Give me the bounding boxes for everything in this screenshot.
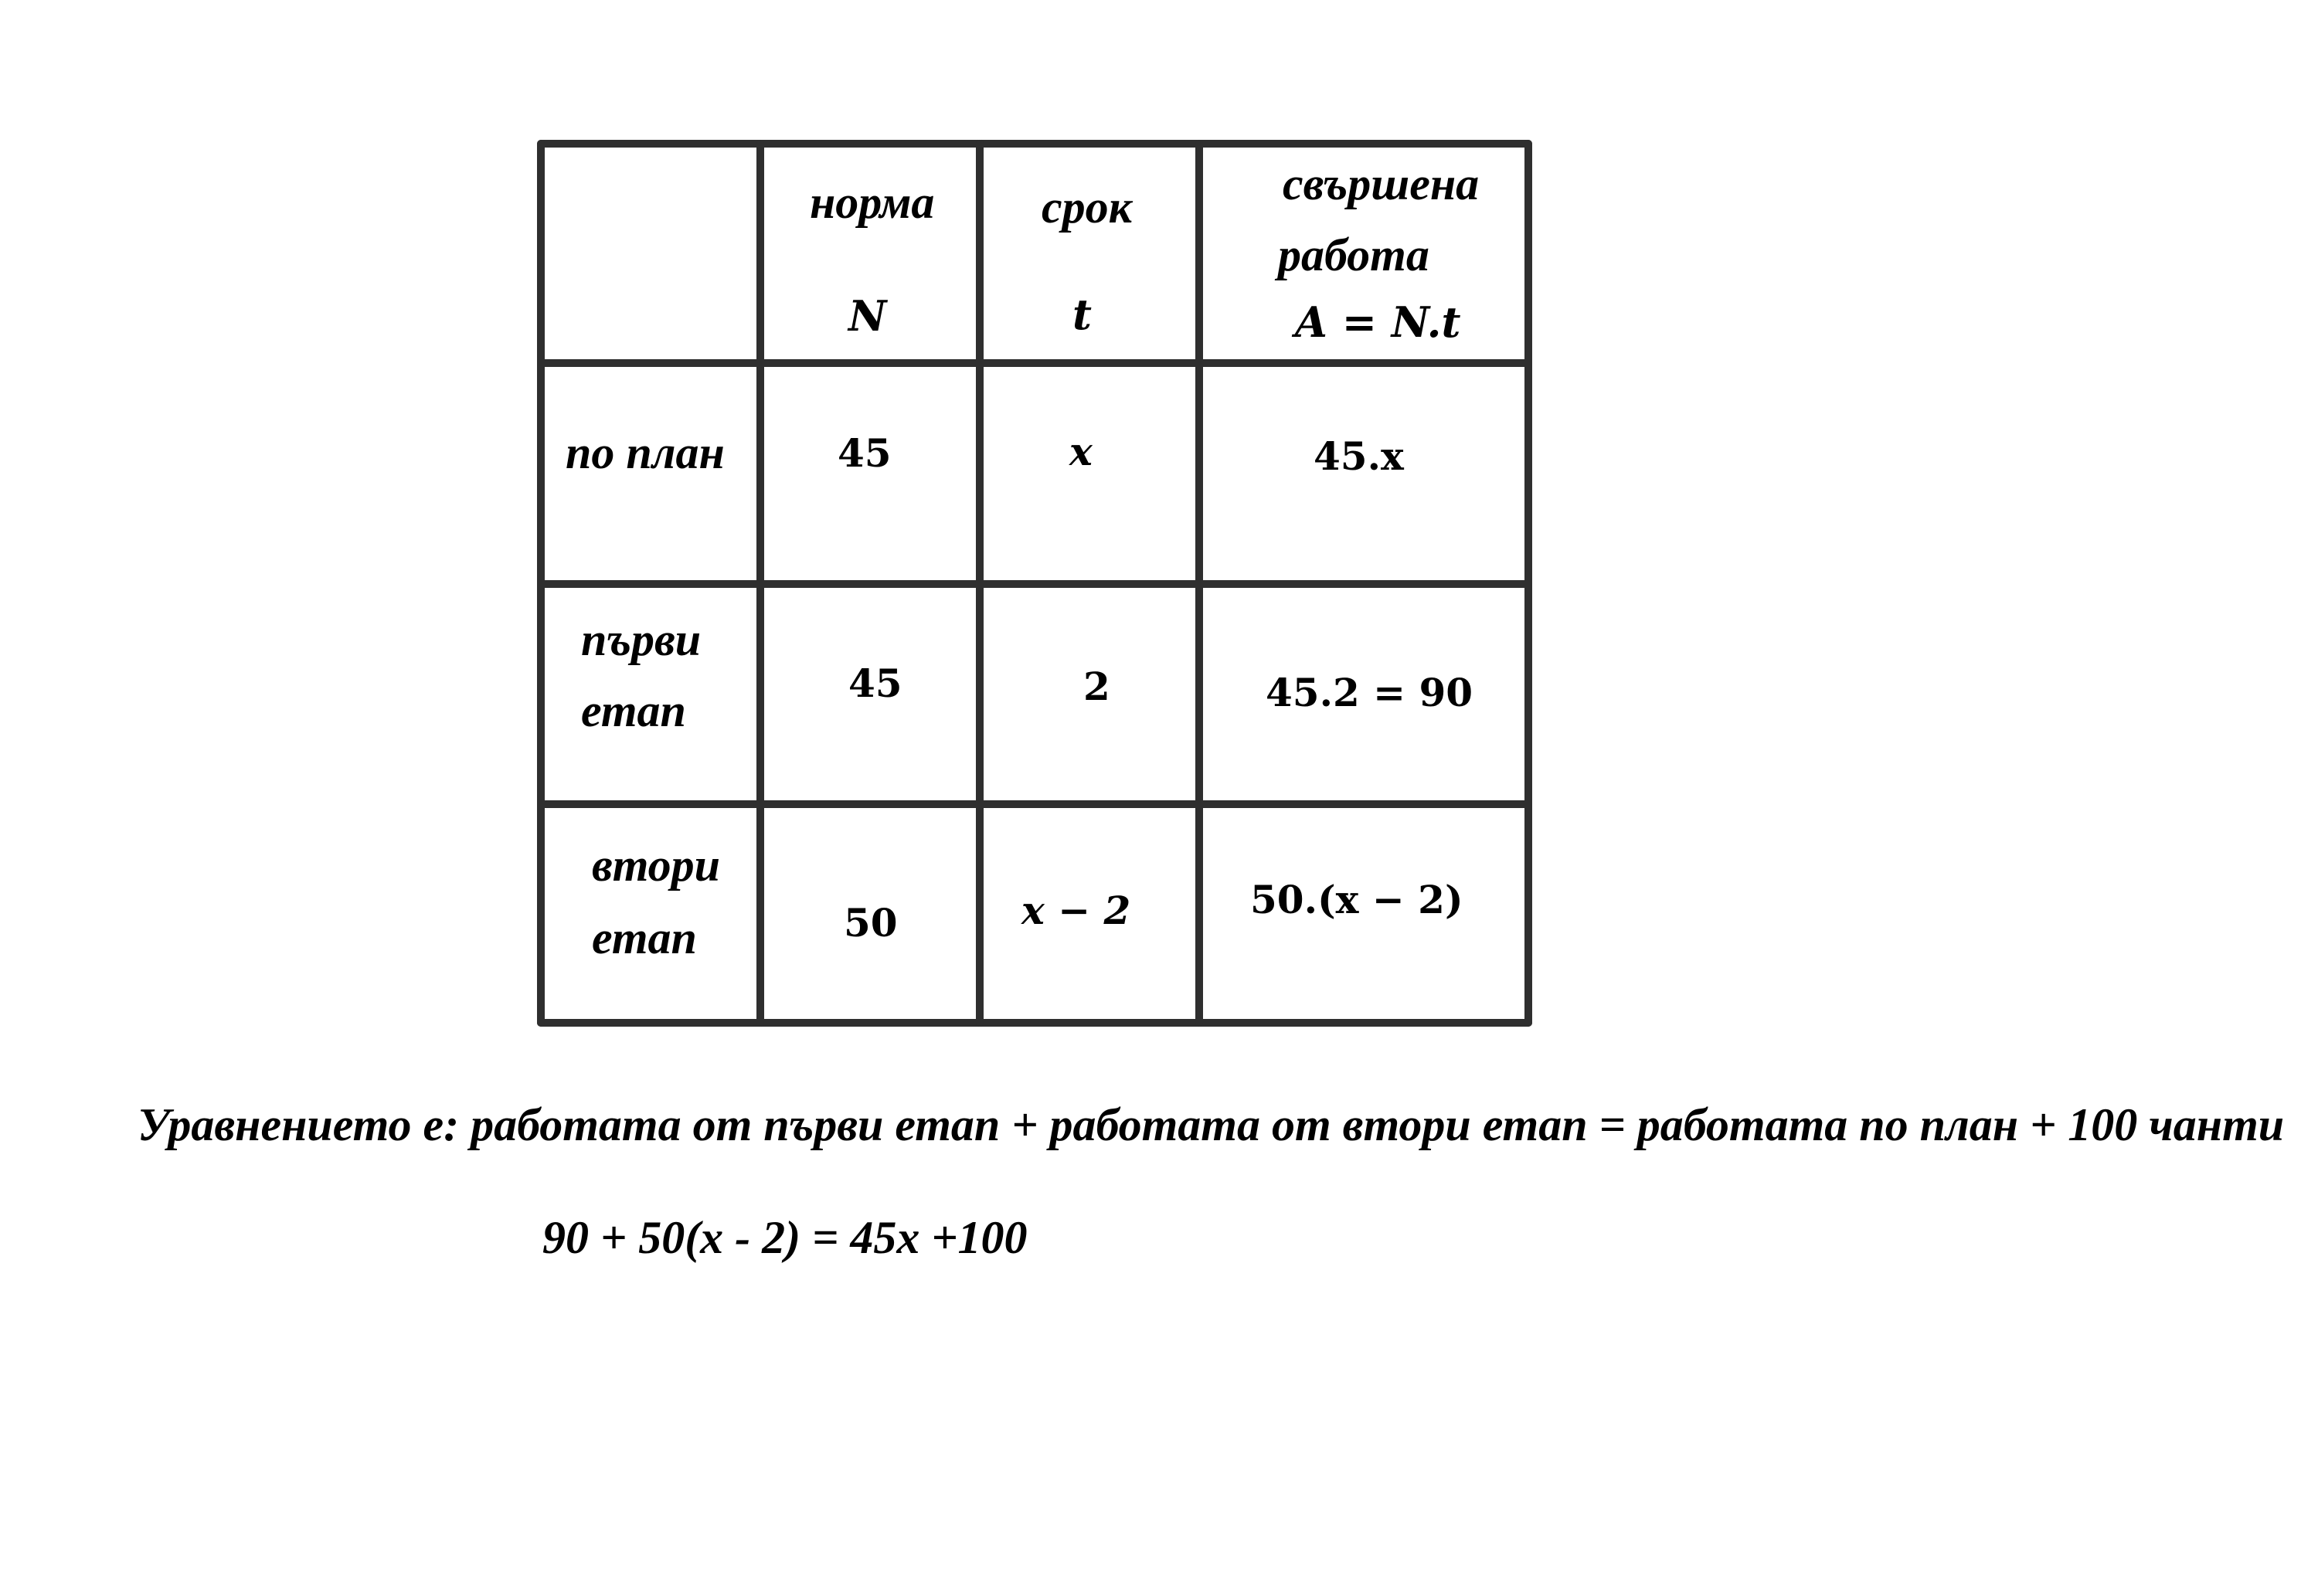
row-label-stage1-line1: първи bbox=[581, 614, 702, 665]
header-term-symbol: t bbox=[1072, 290, 1092, 339]
equation-formula: 90 + 50(x - 2) = 45x +100 bbox=[542, 1212, 1028, 1263]
row-label-plan: по план bbox=[566, 427, 725, 478]
cell-stage2-term: x − 2 bbox=[1021, 888, 1131, 933]
cell-stage1-term: 2 bbox=[1083, 664, 1110, 709]
cell-plan-norm: 45 bbox=[838, 430, 892, 476]
cell-stage2-norm: 50 bbox=[844, 900, 898, 946]
header-term-label: срок bbox=[1042, 182, 1133, 233]
row-label-stage2-line1: втори bbox=[592, 840, 721, 891]
header-norm-symbol: N bbox=[848, 291, 887, 341]
cell-stage2-work: 50.(x − 2) bbox=[1250, 877, 1463, 922]
row-label-stage1-line2: етап bbox=[581, 685, 686, 736]
row-label-stage2-line2: етап bbox=[592, 912, 697, 963]
header-norm-label: норма bbox=[810, 177, 935, 228]
header-work-line1: свършена bbox=[1283, 158, 1480, 209]
header-work-line2: работа bbox=[1278, 229, 1429, 280]
equation-statement: Уравнението е: работата от първи етап + работата от втори етап = работата по план + 100 чанти bbox=[138, 1099, 2285, 1150]
cell-stage1-work: 45.2 = 90 bbox=[1266, 670, 1473, 715]
cell-plan-work: 45.x bbox=[1314, 433, 1404, 479]
header-work-formula: A = N.t bbox=[1295, 297, 1461, 347]
cell-plan-term: x bbox=[1069, 429, 1093, 474]
cell-stage1-norm: 45 bbox=[848, 660, 902, 706]
